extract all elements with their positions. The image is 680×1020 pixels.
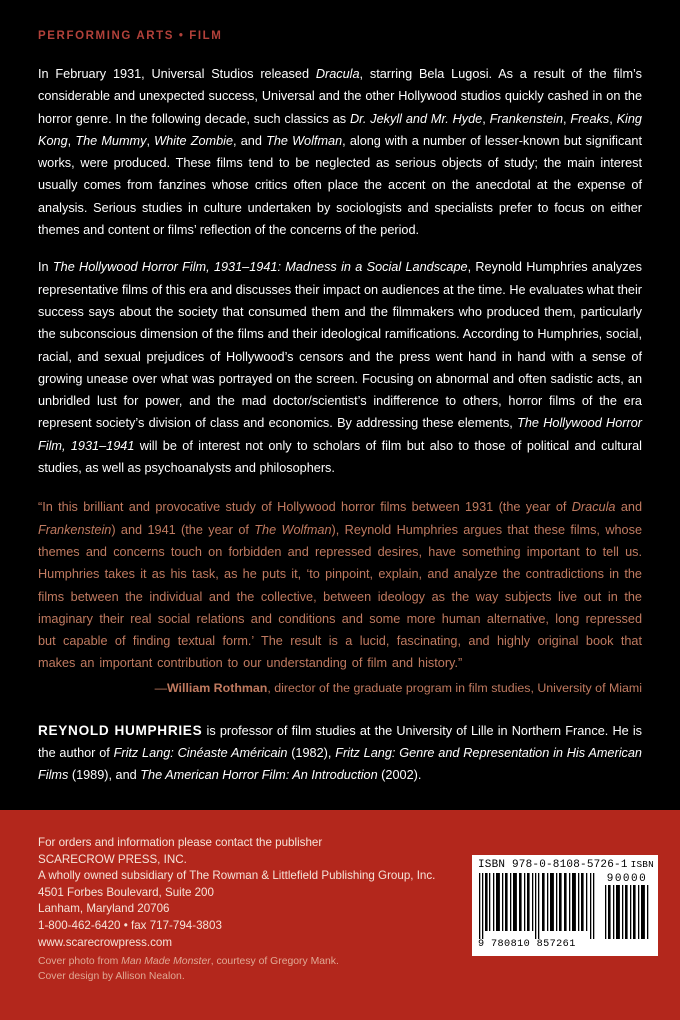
cover-credits [38, 954, 339, 984]
description-paragraph-2: In The Hollywood Horror Film, 1931–1941: Madness in a Social Landscape, Reynold Humphries analyzes representative films of this era and discusses their impact on audiences at the time. He evaluates what their success says about the society that consumed them and the filmmakers who produced them, particularly the subconscious dimension of the films and their ideological ramifications. According to Humphries, social, racial, and sexual prejudices of Hollywood’s censors and the press went hand in hand with a sense of growing unease over what was portrayed on the screen. Focusing on abnormal and often sadistic acts, an unbridled lust for power, and the mad doctor/scientist’s indifference to others, horror films of the era represent society’s division of class and economics. By addressing these elements, The Hollywood Horror Film, 1931–1941 will be of interest not only to scholars of film but also to those of political and cultural studies, as well as psychoanalysts and philosophers. [38, 260, 642, 476]
description-paragraph-1: In February 1931, Universal Studios released Dracula, starring Bela Lugosi. As a result of the film’s considerable and unexpected success, Universal and the other Hollywood studios quickly cashed in on the horror genre. In the following decade, such classics as Dr. Jekyll and Mr. Hyde, Frankenstein, Freaks, King Kong, The Mummy, White Zombie, and The Wolfman, along with a number of lesser-known but significant works, were produced. These films tend to be neglected as serious objects of study; the main interest usually comes from fanzines whose critics often place the accent on the anecdotal at the expense of analysis. Serious studies in culture undertaken by sociologists and specialists prefer to focus on either themes and content or films’ reflection of the concerns of the period. [38, 67, 642, 238]
isbn-vertical-label: ISBN [630, 859, 654, 870]
publisher-phone: 1-800-462-6420 • fax 717-794-3803 [38, 918, 222, 932]
isbn-label-row [478, 859, 652, 872]
ean13-bars-svg [478, 873, 596, 939]
cover-design-credit: Cover design by Allison Nealon. [38, 970, 185, 982]
publisher-website[interactable]: www.scarecrowpress.com [38, 935, 173, 949]
publisher-street: 4501 Forbes Boulevard, Suite 200 [38, 885, 214, 899]
publisher-name: SCARECROW PRESS, INC. [38, 852, 187, 866]
review-attribution: —William Rothman, director of the graduate program in film studies, University of Miami [154, 680, 642, 695]
barcode-bars-area [478, 873, 652, 954]
ean13-digits: 9 780810 857261 [478, 939, 576, 950]
category-line: PERFORMING ARTS • FILM [38, 30, 223, 42]
isbn-barcode [472, 855, 658, 956]
publisher-subsidiary: A wholly owned subsidiary of The Rowman & Littlefield Publishing Group, Inc. [38, 869, 436, 883]
publisher-line: For orders and information please contact the publisher [38, 836, 323, 849]
isbn-number-text: ISBN 978-0-8108-5726-1 [478, 859, 628, 871]
ean5-bars-svg [604, 885, 650, 939]
ean5-digits: 90000 [606, 873, 648, 885]
review-quote-block [38, 496, 642, 698]
publisher-panel [0, 810, 680, 1020]
ean5-addon [604, 873, 650, 939]
publisher-info [38, 835, 458, 951]
author-bio-block [38, 720, 642, 787]
cover-photo-credit: Cover photo from Man Made Monster, courtesy of Gregory Mank. [38, 955, 339, 967]
review-quote-text: “In this brilliant and provocative study of Hollywood horror films between 1931 (the year of Dracula and Frankenstein) and 1941 (the year of The Wolfman), Reynold Humphries argues that these films, whose themes and concerns touch on forbidden and repressed desires, have something important to tell us. Humphries takes it as his task, as he puts it, ‘to pinpoint, explain, and analyze the contradictions in the films between the individual and the collective, between ideology as the way subjects live out in the imaginary their real social relations and conditions and some more human alternative, long repressed but capable of finding textual form.’ The result is a lucid, fascinating, and highly original book that makes an important contribution to our understanding of film and history.” [38, 500, 643, 671]
ean13-bars [478, 873, 596, 950]
author-bio-text: REYNOLD HUMPHRIES is professor of film studies at the University of Lille in Northern France. He is the author of Fritz Lang: Cinéaste Américain (1982), Fritz Lang: Genre and Representation in His American Films (1989), and The American Horror Film: An Introduction (2002). [38, 722, 642, 783]
publisher-city: Lanham, Maryland 20706 [38, 902, 170, 916]
